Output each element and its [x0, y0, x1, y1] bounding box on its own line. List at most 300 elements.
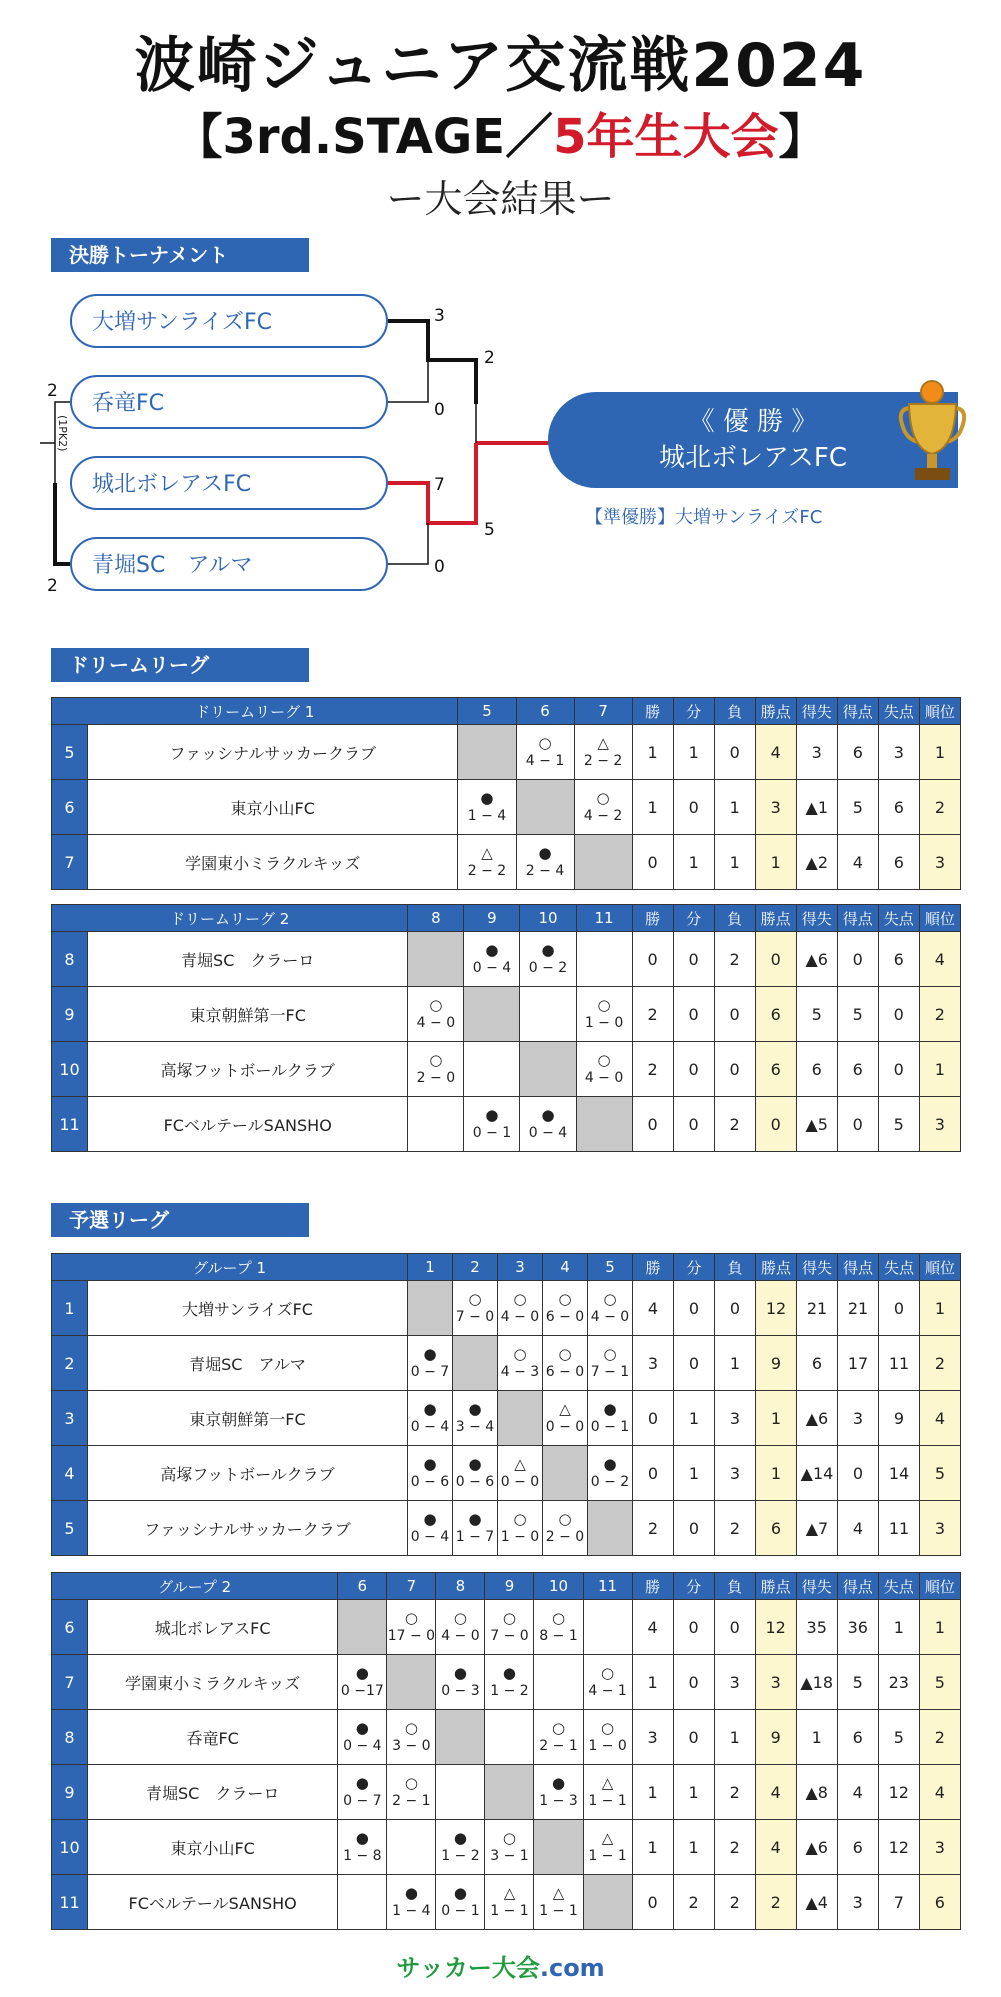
result-score: 6 − 0 — [545, 1309, 585, 1325]
result-mark: ● — [603, 1455, 617, 1473]
opponent-col-header: 7 — [574, 698, 632, 725]
stat-1: 1 — [673, 1765, 714, 1820]
stat-col-header: 勝 — [632, 905, 673, 932]
team-name: 青堀SC アルマ — [88, 1336, 408, 1391]
stat-7: 2 — [920, 1336, 961, 1391]
result-mark: ○ — [558, 1345, 572, 1363]
match-result — [517, 734, 574, 770]
match-result — [387, 1609, 435, 1645]
team-number: 10 — [52, 1820, 88, 1875]
match-result — [575, 789, 632, 825]
result-mark: △ — [552, 1884, 565, 1902]
stat-col-header: 分 — [674, 1254, 715, 1281]
match-result-cell — [534, 1765, 583, 1820]
result-score: 4 − 0 — [416, 1015, 456, 1031]
match-result-cell — [588, 1281, 633, 1336]
match-result-cell — [338, 1820, 387, 1875]
table-row — [52, 1336, 961, 1391]
match-result — [408, 996, 463, 1032]
team-name: FCベルテールSANSHO — [88, 1097, 408, 1152]
stat-col-header: 得点 — [837, 905, 878, 932]
self-match-cell — [464, 987, 520, 1042]
stat-1: 0 — [673, 987, 714, 1042]
match-result — [517, 844, 574, 880]
match-result-cell — [464, 1042, 520, 1097]
team-name: 学園東小ミラクルキッズ — [88, 1655, 338, 1710]
match-result-cell — [464, 932, 520, 987]
opponent-col-header: 10 — [534, 1573, 583, 1600]
stat-6: 12 — [878, 1765, 919, 1820]
team-name: 学園東小ミラクルキッズ — [88, 835, 458, 890]
team-name: 東京朝鮮第一FC — [88, 987, 408, 1042]
match-result — [584, 1719, 632, 1755]
stat-6: 6 — [878, 835, 919, 890]
match-result — [485, 1829, 533, 1865]
result-score: 0 − 7 — [343, 1793, 382, 1809]
opponent-col-header: 9 — [485, 1573, 534, 1600]
match-result — [498, 1345, 542, 1381]
result-score: 0 − 2 — [590, 1474, 630, 1490]
result-mark: ● — [355, 1829, 369, 1847]
stat-col-header: 得点 — [837, 1573, 878, 1600]
result-mark: ● — [541, 941, 555, 959]
match-result — [534, 1719, 582, 1755]
match-result-cell — [458, 835, 516, 890]
stat-col-header: 得失 — [797, 1254, 838, 1281]
match-result-cell — [534, 1655, 583, 1710]
runner-up: 【準優勝】大増サンライズFC — [585, 507, 823, 528]
match-result — [436, 1609, 484, 1645]
table-row — [52, 1281, 961, 1336]
stat-5: 5 — [837, 987, 878, 1042]
stat-0: 1 — [632, 1655, 673, 1710]
match-result-cell — [588, 1446, 633, 1501]
stat-4: ▲6 — [797, 1391, 838, 1446]
match-result-cell — [516, 835, 574, 890]
team-number: 11 — [52, 1097, 88, 1152]
stat-col-header: 得失 — [796, 1573, 837, 1600]
result-mark: △ — [597, 734, 609, 752]
stat-0: 3 — [633, 1336, 674, 1391]
result-mark: ○ — [453, 1609, 467, 1627]
stat-6: 0 — [878, 987, 919, 1042]
result-score: 7 − 1 — [590, 1364, 630, 1380]
match-result-cell — [583, 1600, 632, 1655]
result-mark: ○ — [513, 1345, 527, 1363]
match-result-cell — [588, 1336, 633, 1391]
match-result-cell — [408, 1336, 453, 1391]
result-score: 0 − 6 — [455, 1474, 495, 1490]
result-subtitle: ー大会結果ー — [386, 177, 615, 221]
stat-3: 3 — [755, 780, 796, 835]
league-title: ドリームリーグ 2 — [52, 905, 408, 932]
stat-col-header: 失点 — [878, 698, 919, 725]
stat-6: 7 — [878, 1875, 919, 1930]
result-mark: ○ — [551, 1719, 566, 1737]
match-result-cell — [520, 932, 576, 987]
team-number: 9 — [52, 987, 88, 1042]
result-mark: ○ — [468, 1290, 482, 1308]
match-result-cell — [583, 1820, 632, 1875]
dream-league-2-table — [51, 904, 961, 1152]
table-header-row — [52, 905, 961, 932]
league-title: グループ 2 — [52, 1573, 338, 1600]
stat-2: 0 — [714, 1042, 755, 1097]
team-name: ファッシナルサッカークラブ — [88, 725, 458, 780]
opponent-col-header: 7 — [387, 1573, 436, 1600]
stat-0: 1 — [632, 780, 673, 835]
self-match-cell — [588, 1501, 633, 1556]
self-match-cell — [498, 1391, 543, 1446]
stat-col-header: 順位 — [919, 1573, 960, 1600]
opponent-col-header: 11 — [576, 905, 632, 932]
team-number: 10 — [52, 1042, 88, 1097]
stat-3: 9 — [756, 1336, 797, 1391]
stat-7: 1 — [920, 1281, 961, 1336]
match-result-cell — [576, 987, 632, 1042]
match-result-cell — [534, 1875, 583, 1930]
stat-4: 1 — [796, 1710, 837, 1765]
match-result-cell — [543, 1281, 588, 1336]
stat-6: 3 — [878, 725, 919, 780]
stat-col-header: 得失 — [796, 905, 837, 932]
result-score: 3 − 1 — [490, 1848, 529, 1864]
table-row — [52, 932, 961, 987]
result-score: 1 − 7 — [455, 1529, 495, 1545]
bracket-team-1: 大増サンライズFC — [70, 294, 388, 348]
stat-0: 0 — [633, 1391, 674, 1446]
match-result — [485, 1609, 533, 1645]
stat-0: 1 — [632, 1820, 673, 1875]
stat-6: 0 — [879, 1281, 920, 1336]
stat-col-header: 失点 — [878, 1573, 919, 1600]
section-dream: ドリームリーグ — [51, 648, 309, 682]
stat-col-header: 勝点 — [755, 698, 796, 725]
team-name: ファッシナルサッカークラブ — [88, 1501, 408, 1556]
result-score: 0 − 1 — [590, 1419, 630, 1435]
table-row — [52, 1042, 961, 1097]
bracket-team-3: 城北ボレアスFC — [70, 456, 388, 510]
stat-col-header: 勝 — [633, 1254, 674, 1281]
stat-5: 5 — [837, 780, 878, 835]
result-mark: ● — [453, 1829, 467, 1847]
result-score: 0 − 4 — [528, 1125, 568, 1141]
result-score: 0 − 7 — [410, 1364, 450, 1380]
stat-3: 1 — [756, 1391, 797, 1446]
stat-col-header: 勝点 — [755, 1573, 796, 1600]
stat-4: ▲18 — [796, 1655, 837, 1710]
result-mark: ● — [453, 1884, 467, 1902]
result-score: 1 − 3 — [539, 1793, 578, 1809]
stat-2: 1 — [714, 835, 755, 890]
stat-0: 4 — [633, 1281, 674, 1336]
match-result-cell — [583, 1765, 632, 1820]
table-row — [52, 725, 961, 780]
result-mark: ○ — [513, 1510, 527, 1528]
stat-2: 1 — [714, 1710, 755, 1765]
result-mark: △ — [601, 1774, 614, 1792]
score-t4: 0 — [434, 557, 445, 577]
result-mark: ○ — [513, 1290, 527, 1308]
stat-3: 12 — [755, 1600, 796, 1655]
opponent-col-header: 6 — [516, 698, 574, 725]
stat-2: 0 — [714, 1600, 755, 1655]
bracket-lines — [0, 280, 560, 600]
result-mark: ● — [538, 844, 552, 862]
stat-7: 5 — [920, 1446, 961, 1501]
stat-3: 2 — [755, 1875, 796, 1930]
stat-7: 3 — [919, 1820, 960, 1875]
result-mark: △ — [481, 844, 493, 862]
match-result — [498, 1290, 542, 1326]
result-mark: △ — [514, 1455, 526, 1473]
self-match-cell — [574, 835, 632, 890]
match-result-cell — [408, 1446, 453, 1501]
stat-3: 1 — [755, 835, 796, 890]
team-number: 3 — [52, 1391, 88, 1446]
stat-4: ▲8 — [796, 1765, 837, 1820]
stat-2: 3 — [714, 1655, 755, 1710]
result-score: 0 − 4 — [410, 1529, 450, 1545]
table-row — [52, 1710, 961, 1765]
stat-col-header: 負 — [714, 1573, 755, 1600]
match-result — [584, 1664, 632, 1700]
stat-1: 0 — [674, 1501, 715, 1556]
match-result — [453, 1455, 497, 1491]
stat-7: 4 — [919, 932, 960, 987]
match-result — [464, 1106, 519, 1142]
match-result-cell — [498, 1501, 543, 1556]
self-match-cell — [583, 1875, 632, 1930]
stat-4: ▲2 — [796, 835, 837, 890]
bracket-team-4: 青堀SC アルマ — [70, 537, 388, 591]
result-mark: ○ — [596, 789, 610, 807]
self-match-cell — [387, 1655, 436, 1710]
stat-col-header: 分 — [673, 698, 714, 725]
table-header-row — [52, 1573, 961, 1600]
stat-4: ▲4 — [796, 1875, 837, 1930]
match-result-cell — [485, 1875, 534, 1930]
group-1-table — [51, 1253, 961, 1556]
stat-col-header: 負 — [714, 905, 755, 932]
stat-2: 2 — [715, 1501, 756, 1556]
stat-5: 4 — [838, 1501, 879, 1556]
result-mark: ● — [603, 1400, 617, 1418]
result-score: 2 − 0 — [416, 1070, 456, 1086]
result-score: 2 − 1 — [392, 1793, 431, 1809]
stat-5: 0 — [838, 1446, 879, 1501]
team-name: 高塚フットボールクラブ — [88, 1042, 408, 1097]
match-result-cell — [387, 1600, 436, 1655]
opponent-col-header: 5 — [588, 1254, 633, 1281]
result-score: 4 − 0 — [590, 1309, 630, 1325]
stat-col-header: 得点 — [838, 1254, 879, 1281]
opponent-col-header: 4 — [543, 1254, 588, 1281]
result-score: 0 − 0 — [545, 1419, 585, 1435]
stat-6: 5 — [878, 1710, 919, 1765]
opponent-col-header: 9 — [464, 905, 520, 932]
opponent-col-header: 1 — [408, 1254, 453, 1281]
team-name: 東京朝鮮第一FC — [88, 1391, 408, 1446]
site-logo-text: サッカー大会 — [396, 1954, 540, 1982]
stat-1: 0 — [673, 1097, 714, 1152]
stat-3: 3 — [755, 1655, 796, 1710]
stat-6: 5 — [878, 1097, 919, 1152]
match-result-cell — [408, 1501, 453, 1556]
match-result-cell — [485, 1820, 534, 1875]
stat-1: 0 — [674, 1336, 715, 1391]
match-result — [453, 1290, 497, 1326]
match-result — [520, 1106, 575, 1142]
result-score: 2 − 1 — [539, 1738, 578, 1754]
match-result — [588, 1345, 632, 1381]
match-result — [588, 1400, 632, 1436]
result-score: 2 − 0 — [545, 1529, 585, 1545]
result-score: 4 − 2 — [583, 808, 623, 824]
pk-note: (1PK2) — [56, 415, 69, 452]
match-result — [485, 1884, 533, 1920]
stat-5: 4 — [837, 835, 878, 890]
team-number: 8 — [52, 1710, 88, 1765]
result-mark: ● — [485, 941, 499, 959]
stat-1: 0 — [673, 1655, 714, 1710]
result-score: 0 − 1 — [441, 1903, 480, 1919]
result-mark: ○ — [601, 1719, 615, 1737]
self-match-cell — [408, 932, 464, 987]
stat-2: 3 — [715, 1391, 756, 1446]
match-result — [588, 1290, 632, 1326]
result-mark: △ — [601, 1829, 614, 1847]
team-name: FCベルテールSANSHO — [88, 1875, 338, 1930]
result-mark: ● — [423, 1455, 437, 1473]
match-result — [575, 734, 632, 770]
table-row — [52, 835, 961, 890]
stat-2: 2 — [714, 1097, 755, 1152]
match-result-cell — [498, 1336, 543, 1391]
result-score: 1 − 8 — [343, 1848, 382, 1864]
match-result — [584, 1829, 632, 1865]
match-result-cell — [408, 1042, 464, 1097]
stat-0: 0 — [632, 835, 673, 890]
score-third-bottom: 2 — [47, 576, 58, 596]
site-logo-suffix: .com — [539, 1954, 605, 1982]
result-mark: ● — [423, 1400, 437, 1418]
match-result — [387, 1774, 435, 1810]
self-match-cell — [338, 1600, 387, 1655]
match-result-cell — [387, 1765, 436, 1820]
stat-0: 2 — [632, 987, 673, 1042]
result-mark: ○ — [429, 1051, 443, 1069]
section-prelim: 予選リーグ — [51, 1203, 309, 1237]
table-row — [52, 1446, 961, 1501]
match-result-cell — [576, 1042, 632, 1097]
match-result-cell — [453, 1446, 498, 1501]
stat-col-header: 勝点 — [755, 905, 796, 932]
match-result — [588, 1455, 632, 1491]
match-result — [408, 1455, 452, 1491]
match-result — [436, 1664, 484, 1700]
stat-5: 21 — [838, 1281, 879, 1336]
team-number: 9 — [52, 1765, 88, 1820]
result-mark: ○ — [603, 1345, 617, 1363]
stat-5: 5 — [837, 1655, 878, 1710]
stat-4: 6 — [797, 1336, 838, 1391]
stat-5: 0 — [837, 1097, 878, 1152]
match-result — [543, 1345, 587, 1381]
result-mark: ● — [468, 1400, 482, 1418]
match-result — [464, 941, 519, 977]
match-result — [436, 1884, 484, 1920]
stat-4: ▲6 — [796, 932, 837, 987]
stat-5: 6 — [837, 1820, 878, 1875]
opponent-col-header: 3 — [498, 1254, 543, 1281]
table-row — [52, 780, 961, 835]
match-result-cell — [574, 725, 632, 780]
stage-label: 【3rd.STAGE／ — [174, 109, 554, 165]
result-score: 1 − 0 — [500, 1529, 540, 1545]
stat-1: 0 — [673, 1600, 714, 1655]
stat-4: 5 — [796, 987, 837, 1042]
stat-7: 4 — [919, 1765, 960, 1820]
stat-5: 4 — [837, 1765, 878, 1820]
match-result — [338, 1774, 386, 1810]
team-number: 1 — [52, 1281, 88, 1336]
match-result-cell — [574, 780, 632, 835]
result-score: 0 − 4 — [410, 1419, 450, 1435]
stat-0: 1 — [632, 1765, 673, 1820]
stat-0: 0 — [632, 932, 673, 987]
stat-6: 6 — [878, 780, 919, 835]
stat-2: 1 — [714, 780, 755, 835]
stat-3: 1 — [756, 1446, 797, 1501]
stat-4: 35 — [796, 1600, 837, 1655]
stat-7: 1 — [919, 1600, 960, 1655]
stat-1: 1 — [674, 1391, 715, 1446]
team-name: 青堀SC クラーロ — [88, 932, 408, 987]
table-row — [52, 1097, 961, 1152]
stat-3: 0 — [755, 932, 796, 987]
self-match-cell — [453, 1336, 498, 1391]
opponent-col-header: 5 — [458, 698, 516, 725]
stat-2: 2 — [714, 1875, 755, 1930]
team-name: 呑竜FC — [88, 1710, 338, 1765]
stat-col-header: 失点 — [878, 905, 919, 932]
stat-1: 2 — [673, 1875, 714, 1930]
result-mark: ● — [485, 1106, 499, 1124]
stat-col-header: 失点 — [879, 1254, 920, 1281]
stat-5: 6 — [837, 725, 878, 780]
stat-0: 0 — [633, 1446, 674, 1501]
result-mark: ● — [541, 1106, 555, 1124]
group-2-table — [51, 1572, 961, 1930]
league-title: グループ 1 — [52, 1254, 408, 1281]
match-result-cell — [338, 1875, 387, 1930]
stat-6: 23 — [878, 1655, 919, 1710]
result-score: 2 − 4 — [525, 863, 565, 879]
stat-3: 12 — [756, 1281, 797, 1336]
stat-6: 12 — [878, 1820, 919, 1875]
stat-5: 0 — [837, 932, 878, 987]
self-match-cell — [408, 1281, 453, 1336]
stat-1: 0 — [674, 1281, 715, 1336]
match-result-cell — [338, 1765, 387, 1820]
match-result-cell — [408, 1097, 464, 1152]
match-result — [498, 1455, 542, 1491]
result-mark: ○ — [551, 1609, 566, 1627]
result-mark: ● — [404, 1884, 418, 1902]
result-score: 1 − 2 — [490, 1683, 529, 1699]
stat-5: 3 — [837, 1875, 878, 1930]
